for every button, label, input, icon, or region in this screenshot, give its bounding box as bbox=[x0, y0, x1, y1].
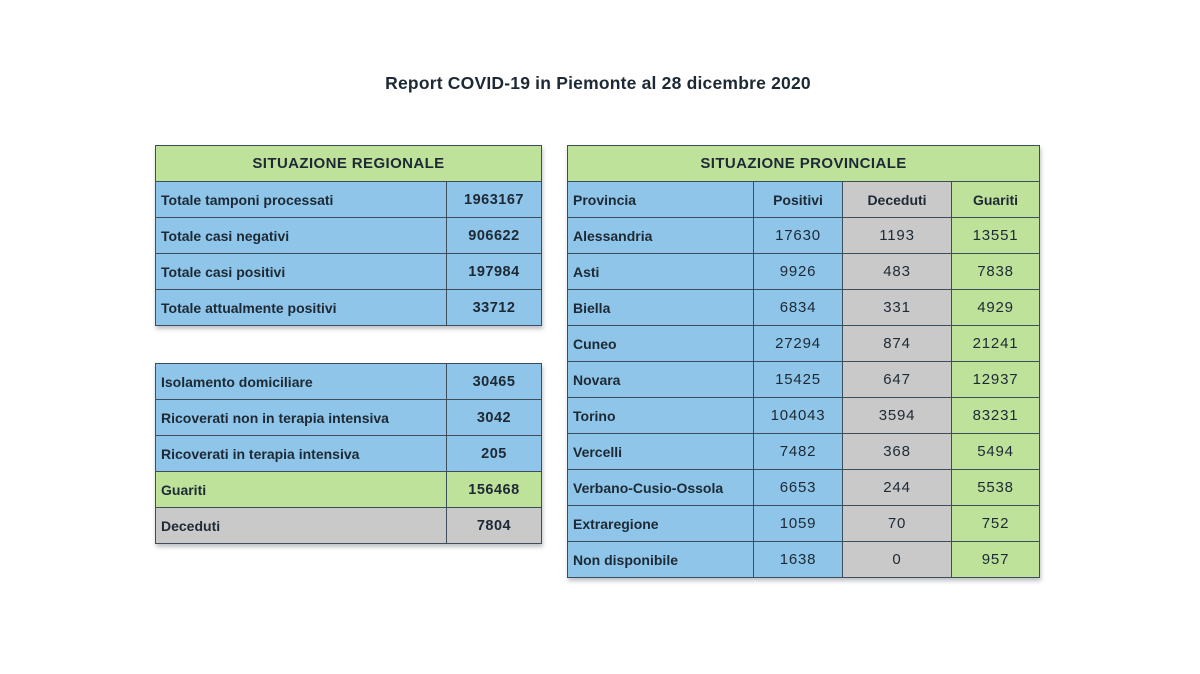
row-value: 33712 bbox=[447, 290, 542, 326]
table-row bbox=[156, 182, 542, 218]
province-name: Biella bbox=[568, 290, 754, 326]
provincial-section bbox=[567, 145, 1039, 578]
row-value: 906622 bbox=[447, 218, 542, 254]
positivi-value: 27294 bbox=[754, 326, 843, 362]
guariti-value: 12937 bbox=[952, 362, 1040, 398]
deceduti-value: 3594 bbox=[843, 398, 952, 434]
row-value: 30465 bbox=[447, 364, 542, 400]
row-label: Totale tamponi processati bbox=[156, 182, 447, 218]
row-label: Guariti bbox=[156, 472, 447, 508]
row-value: 197984 bbox=[447, 254, 542, 290]
row-value: 205 bbox=[447, 436, 542, 472]
province-name: Novara bbox=[568, 362, 754, 398]
regional-header-row bbox=[156, 146, 542, 182]
province-row bbox=[568, 254, 1040, 290]
province-row bbox=[568, 218, 1040, 254]
province-row bbox=[568, 326, 1040, 362]
positivi-value: 7482 bbox=[754, 434, 843, 470]
province-name: Asti bbox=[568, 254, 754, 290]
provincial-table bbox=[567, 145, 1040, 578]
province-name: Non disponibile bbox=[568, 542, 754, 578]
table-row-guariti bbox=[156, 472, 542, 508]
regional-section bbox=[155, 145, 541, 544]
regional-table-totals bbox=[155, 145, 542, 326]
page-title: Report COVID-19 in Piemonte al 28 dicembre 2020 bbox=[385, 73, 811, 93]
province-name: Verbano-Cusio-Ossola bbox=[568, 470, 754, 506]
positivi-value: 15425 bbox=[754, 362, 843, 398]
guariti-value: 752 bbox=[952, 506, 1040, 542]
column-header-deceduti: Deceduti bbox=[843, 182, 952, 218]
table-row bbox=[156, 400, 542, 436]
row-value: 7804 bbox=[447, 508, 542, 544]
guariti-value: 5538 bbox=[952, 470, 1040, 506]
deceduti-value: 647 bbox=[843, 362, 952, 398]
province-row bbox=[568, 542, 1040, 578]
deceduti-value: 244 bbox=[843, 470, 952, 506]
regional-table-detail bbox=[155, 363, 542, 544]
row-label: Deceduti bbox=[156, 508, 447, 544]
guariti-value: 957 bbox=[952, 542, 1040, 578]
guariti-value: 5494 bbox=[952, 434, 1040, 470]
row-value: 156468 bbox=[447, 472, 542, 508]
row-label: Ricoverati non in terapia intensiva bbox=[156, 400, 447, 436]
row-value: 3042 bbox=[447, 400, 542, 436]
province-name: Vercelli bbox=[568, 434, 754, 470]
guariti-value: 13551 bbox=[952, 218, 1040, 254]
table-row bbox=[156, 254, 542, 290]
provincial-section-header: SITUAZIONE PROVINCIALE bbox=[568, 146, 1040, 182]
deceduti-value: 368 bbox=[843, 434, 952, 470]
deceduti-value: 1193 bbox=[843, 218, 952, 254]
positivi-value: 6834 bbox=[754, 290, 843, 326]
guariti-value: 83231 bbox=[952, 398, 1040, 434]
table-row bbox=[156, 218, 542, 254]
row-label: Ricoverati in terapia intensiva bbox=[156, 436, 447, 472]
positivi-value: 6653 bbox=[754, 470, 843, 506]
row-label: Isolamento domiciliare bbox=[156, 364, 447, 400]
deceduti-value: 70 bbox=[843, 506, 952, 542]
deceduti-value: 483 bbox=[843, 254, 952, 290]
positivi-value: 17630 bbox=[754, 218, 843, 254]
deceduti-value: 0 bbox=[843, 542, 952, 578]
guariti-value: 4929 bbox=[952, 290, 1040, 326]
deceduti-value: 331 bbox=[843, 290, 952, 326]
provincial-column-headers bbox=[568, 182, 1040, 218]
province-row bbox=[568, 398, 1040, 434]
deceduti-value: 874 bbox=[843, 326, 952, 362]
province-name: Alessandria bbox=[568, 218, 754, 254]
row-label: Totale attualmente positivi bbox=[156, 290, 447, 326]
row-label: Totale casi positivi bbox=[156, 254, 447, 290]
province-name: Extraregione bbox=[568, 506, 754, 542]
province-row bbox=[568, 470, 1040, 506]
column-header-guariti: Guariti bbox=[952, 182, 1040, 218]
table-row bbox=[156, 364, 542, 400]
table-row-deceduti bbox=[156, 508, 542, 544]
report-page bbox=[155, 0, 1041, 578]
guariti-value: 21241 bbox=[952, 326, 1040, 362]
positivi-value: 104043 bbox=[754, 398, 843, 434]
positivi-value: 9926 bbox=[754, 254, 843, 290]
positivi-value: 1638 bbox=[754, 542, 843, 578]
province-row bbox=[568, 434, 1040, 470]
row-value: 1963167 bbox=[447, 182, 542, 218]
province-name: Torino bbox=[568, 398, 754, 434]
guariti-value: 7838 bbox=[952, 254, 1040, 290]
positivi-value: 1059 bbox=[754, 506, 843, 542]
table-row bbox=[156, 436, 542, 472]
provincial-header-row bbox=[568, 146, 1040, 182]
province-row bbox=[568, 506, 1040, 542]
province-row bbox=[568, 290, 1040, 326]
province-name: Cuneo bbox=[568, 326, 754, 362]
regional-section-header: SITUAZIONE REGIONALE bbox=[156, 146, 542, 182]
row-label: Totale casi negativi bbox=[156, 218, 447, 254]
province-row bbox=[568, 362, 1040, 398]
column-header-positivi: Positivi bbox=[754, 182, 843, 218]
table-row bbox=[156, 290, 542, 326]
content-area bbox=[155, 145, 1041, 578]
column-header-provincia: Provincia bbox=[568, 182, 754, 218]
